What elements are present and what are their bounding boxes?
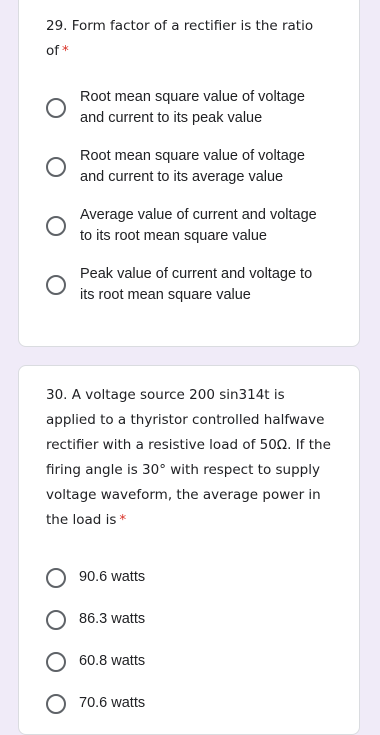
option-peak-rms[interactable]: [46, 264, 346, 306]
option-90-6-watts[interactable]: [46, 567, 346, 588]
question-card-30: [18, 365, 360, 735]
radio-button[interactable]: [46, 98, 66, 118]
radio-button[interactable]: [46, 652, 66, 672]
option-86-3-watts[interactable]: [46, 609, 346, 630]
option-label: 90.6 watts: [79, 569, 146, 585]
option-average-rms[interactable]: [46, 205, 346, 247]
option-label: Root mean square value of voltage and current to its peak value: [80, 89, 305, 126]
radio-button[interactable]: [46, 275, 66, 295]
radio-button[interactable]: [46, 157, 66, 177]
question-title: 30. A voltage source 200 sin314t is applied to a thyristor controlled halfwave rectifier with a resistive load of 50Ω. If the firing angle is 30° with respect to supply voltage waveform, the average power in the load is *: [46, 387, 331, 528]
option-label: 70.6 watts: [79, 695, 146, 711]
required-asterisk: *: [119, 512, 127, 528]
radio-button[interactable]: [46, 694, 66, 714]
option-label: 86.3 watts: [79, 611, 146, 627]
option-rms-peak[interactable]: [46, 87, 346, 129]
radio-button[interactable]: [46, 610, 66, 630]
option-rms-average[interactable]: [46, 146, 346, 188]
question-title: 29. Form factor of a rectifier is the ratio of *: [46, 18, 314, 59]
question-card-29: [18, 0, 360, 347]
radio-button[interactable]: [46, 568, 66, 588]
option-70-6-watts[interactable]: [46, 693, 346, 714]
option-label: 60.8 watts: [79, 653, 146, 669]
option-label: Peak value of current and voltage to its root mean square value: [80, 266, 313, 303]
option-label: Root mean square value of voltage and current to its average value: [80, 148, 305, 185]
option-label: Average value of current and voltage to its root mean square value: [80, 207, 317, 244]
required-asterisk: *: [62, 43, 69, 59]
option-60-8-watts[interactable]: [46, 651, 346, 672]
radio-button[interactable]: [46, 216, 66, 236]
